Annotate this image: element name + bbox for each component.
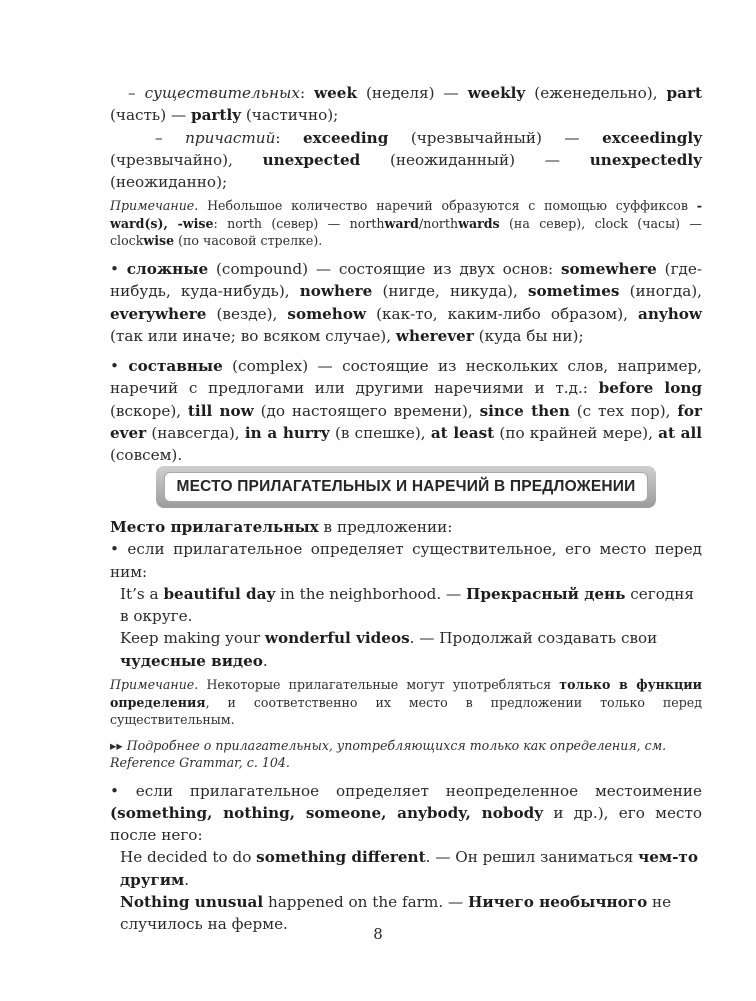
adjectives-intro: Место прилагательных в предложении:	[110, 518, 453, 536]
section-title: МЕСТО ПРИЛАГАТЕЛЬНЫХ И НАРЕЧИЙ В ПРЕДЛОЖЕНИИ	[176, 478, 636, 495]
rule-after-pronoun: • если прилагательное определяет неопределенное местоимение (something, nothing, someone, anybody, nobody и др.), его место после него:	[110, 781, 703, 845]
complex-adverbs-item: • составные (complex) — состоящие из нескольких слов, например, наречий с предлогами или другими наречиями и т.д.: before long (вскоре), till now (до настоящего времени), since then (с тех пор), for ever (навсегда), in a hurry (в спешке), at least (по крайней мере), at all (совсем).	[110, 357, 703, 465]
example-sentence: Nothing unusual happened on the farm. — Ничего необычного не случилось на ферме.	[120, 893, 672, 934]
cross-reference: ▸▸ Подробнее о прилагательных, употребляющихся только как определения, см. Reference Grammar, с. 104.	[110, 737, 667, 771]
section-header-box	[156, 466, 656, 508]
page-top-section	[110, 82, 702, 467]
nouns-line: – существительных: week (неделя) — weekly (еженедельно), part (часть) — partly (частично);	[110, 84, 703, 125]
example-sentence: He decided to do something different. — Он решил заниматься чем-то другим.	[120, 848, 698, 889]
example-sentence: Keep making your wonderful videos. — Продолжай создавать свои чудесные видео.	[120, 629, 658, 670]
section-header-inner	[164, 472, 648, 502]
double-arrow-icon: ▸▸	[110, 737, 127, 753]
participles-line: – причастий: exceeding (чрезвычайный) — exceedingly (чрезвычайно), unexpected (неожиданный) — unexpectedly (неожиданно);	[110, 128, 703, 192]
page-number: 8	[373, 925, 383, 943]
compound-adverbs-item: • сложные (compound) — состоящие из двух основ: somewhere (где-нибудь, куда-нибудь), nowhere (нигде, никуда), sometimes (иногда), everywhere (везде), somehow (как-то, каким-либо образом), anyhow (так или иначе; во всяком случае), wherever (куда бы ни);	[110, 259, 703, 345]
note-attributive-only: Примечание. Некоторые прилагательные могут употребляться только в функции определения, и соответственно их место в предложении только перед существительным.	[110, 677, 702, 728]
example-sentence: It’s a beautiful day in the neighborhood. — Прекрасный день сегодня в округе.	[120, 584, 694, 626]
page-bottom-section	[110, 516, 702, 936]
rule-before-noun: • если прилагательное определяет существительное, его место перед ним:	[110, 540, 702, 581]
note-suffixes: Примечание. Небольшое количество наречий образуются с помощью суффиксов -ward(s), -wise: north (север) — northward/northwards (на север), clock (часы) — clockwise (по часовой стрелке).	[110, 198, 702, 249]
